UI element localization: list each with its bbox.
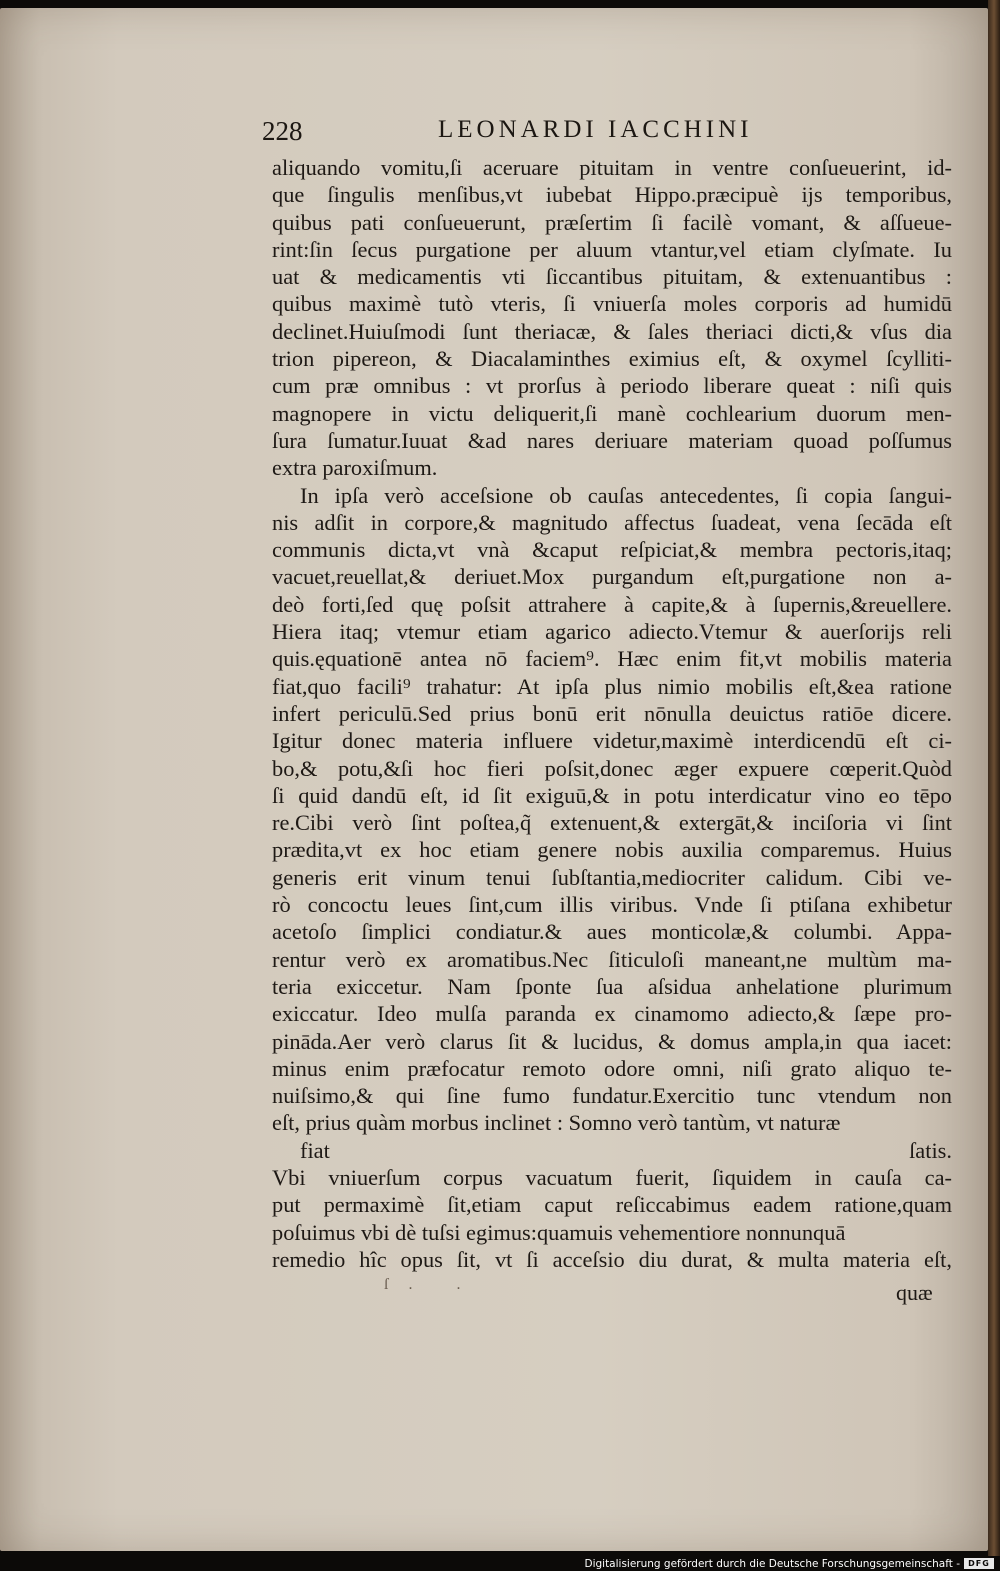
text-line: ſura ſumatur.Iuuat &ad nares deriuare materiam quoad poſſumus <box>272 427 952 453</box>
body-text <box>272 154 952 1273</box>
text-line: put permaximè ſit,etiam caput reſiccabimus eadem ratione,quam <box>272 1192 952 1218</box>
text-line: rò concoctu leues ſint,cum illis viribus. Vnde ſi ptiſana exhibetur <box>272 892 952 918</box>
text-line: communis dicta,vt vnà &caput reſpiciat,& membra pectoris,itaq; <box>272 537 952 563</box>
text-line: infert periculū.Sed prius bonū erit nōnulla deuictus ratiōe dicere. <box>272 700 952 726</box>
text-line: que ſingulis menſibus,vt iubebat Hippo.præcipuè ijs temporibus, <box>272 182 952 208</box>
text-line: minus enim præfocatur remoto odore omni, niſi grato aliquo te- <box>272 1055 952 1081</box>
text-line: trion pipereon, & Diacalaminthes eximius eſt, & oxymel ſcylliti- <box>272 346 952 372</box>
text-line: fiat ſatis. <box>300 1137 952 1163</box>
text-line: aliquando vomitu,ſi aceruare pituitam in ventre conſueuerint, id- <box>272 155 952 180</box>
text-line: eſt, prius quàm morbus inclinet : Somno verò tantùm, vt naturæ <box>272 1110 841 1136</box>
text-line: generis erit vinum tenui ſubſtantia,mediocriter calidum. Cibi ve- <box>272 864 952 890</box>
text-line: rint:ſin ſecus purgatione per aluum vtantur,vel etiam clyſmate. Iu <box>272 236 952 262</box>
text-line: uat & medicamentis vti ſiccantibus pituitam, & extenuantibus : <box>272 264 952 290</box>
text-line: magnopere in victu deliquerit,ſi manè cochlearium duorum men- <box>272 400 952 426</box>
funding-credit: Digitalisierung gefördert durch die Deutsche Forschungsgemeinschaft - <box>584 1558 960 1570</box>
text-line: rentur verò ex aromatibus.Nec ſiticuloſi maneant,ne multùm ma- <box>272 946 952 972</box>
text-line: quibus pati conſueuerunt, præſertim ſi facilè vomant, & aſſueue- <box>272 209 952 235</box>
text-line: cum præ omnibus : vt prorſus à periodo liberare queat : niſi quis <box>272 373 952 399</box>
book-binding-edge <box>988 0 1000 1556</box>
text-line: nuiſsimo,& qui ſine fumo fundatur.Exercitio tunc vtendum non <box>272 1083 952 1109</box>
text-line: deò forti,ſed quę poſsit attrahere à capite,& à ſupernis,&reuellere. <box>272 591 952 617</box>
text-line: bo,& potu,&ſi hoc fieri poſsit,donec æger expuere cœperit.Quòd <box>272 755 952 781</box>
text-line: quibus maximè tutò vteris, ſi vniuerſa moles corporis ad humidū <box>272 291 952 317</box>
text-line: extra paroxiſmum. <box>272 455 438 481</box>
text-line: prædita,vt ex hoc etiam genere nobis auxilia comparemus. Huius <box>272 837 952 863</box>
text-line: ſi quid dandū eſt, id ſit exiguū,& in potu interdicatur vino eo tēpo <box>272 782 952 808</box>
text-line: remedio hîc opus ſit, vt ſi acceſsio diu durat, & multa materia eſt, <box>272 1246 952 1272</box>
text-line: teria exiccetur. Nam ſponte ſua aſsidua anhelatione plurimum <box>272 973 952 999</box>
text-line: pināda.Aer verò clarus ſit & lucidus, & domus ampla,in qua iacet: <box>272 1028 952 1054</box>
page-number: 228 <box>262 116 303 146</box>
dfg-logo: DFG <box>964 1558 994 1569</box>
text-line: poſuimus vbi dè tuſsi egimus:quamuis vehementiore nonnunquā <box>272 1219 846 1245</box>
text-line: declinet.Huiuſmodi ſunt theriacæ, & ſales theriaci dicti,& vſus dia <box>272 318 952 344</box>
text-line: nis adſit in corpore,& magnitudo affectus ſuadeat, vena ſecāda eſt <box>272 509 952 535</box>
text-line: vacuet,reuellat,& deriuet.Mox purgandum eſt,purgatione non a- <box>272 564 952 590</box>
footer-bar <box>0 1556 1000 1571</box>
text-line: re.Cibi verò ſint poſtea,q̃ extenuent,& extergāt,& inciſoria vi ſint <box>272 810 952 836</box>
text-line: Hiera itaq; vtemur etiam agarico adiecto.Vtemur & auerſorijs reli <box>272 619 952 645</box>
catchword: quæ <box>896 1280 933 1305</box>
text-line: fiat,quo facili⁹ trahatur: At ipſa plus nimio mobilis eſt,&ea ratione <box>272 673 952 699</box>
signature-marks: ſ. . <box>384 1276 481 1293</box>
page-header <box>262 116 822 152</box>
text-line: acetoſo ſimplici condiatur.& aues monticolæ,& columbi. Appa- <box>272 919 952 945</box>
text-line: exiccatur. Ideo mulſa paranda ex cinamomo adiecto,& ſæpe pro- <box>272 1001 952 1027</box>
running-title: LEONARDI IACCHINI <box>438 116 753 143</box>
text-line: Igitur donec materia influere videtur,maximè interdicendū eſt ci- <box>272 728 952 754</box>
text-line: Vbi vniuerſum corpus vacuatum fuerit, ſiquidem in cauſa ca- <box>272 1164 952 1190</box>
text-line: quis.ęquationē antea nō faciem⁹. Hæc enim fit,vt mobilis materia <box>272 646 952 672</box>
text-line: In ipſa verò acceſsione ob cauſas antecedentes, ſi copia ſangui- <box>300 482 952 508</box>
